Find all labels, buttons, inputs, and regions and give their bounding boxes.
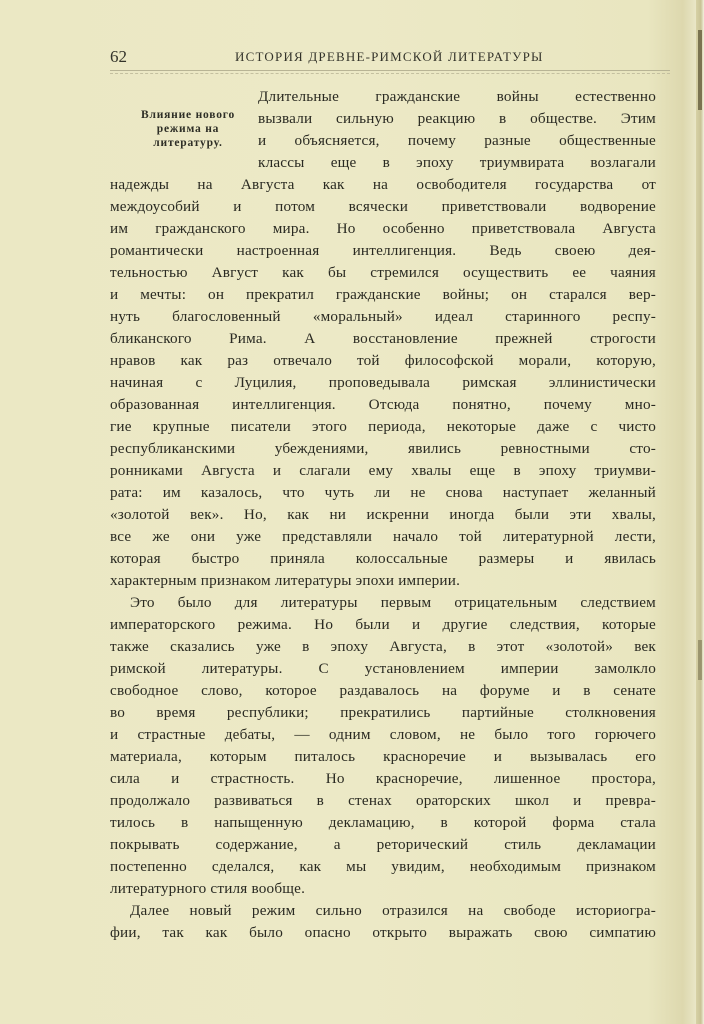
text-line: ронниками Августа и слагали ему хвалы еще в эпоху триумви- [110, 462, 656, 479]
text-line: классы еще в эпоху триумвирата возлагали [258, 154, 656, 171]
text-line: образованная интеллигенция. Отсюда понятно, почему мно- [110, 396, 656, 413]
text-line: бликанского Рима. А восстановление прежней строгости [110, 330, 656, 347]
text-line: Это было для литературы первым отрицательным следствием [130, 594, 656, 611]
text-line: Далее новый режим сильно отразился на свободе историогра- [130, 902, 656, 919]
text-line: междоусобий и потом всячески приветствовали водворение [110, 198, 656, 215]
text-line: во время республики; прекратились партийные столкновения [110, 704, 656, 721]
text-line: характерным признаком литературы эпохи империи. [110, 572, 461, 589]
text-line: и мечты: он прекратил гражданские войны; он старался вер- [110, 286, 656, 303]
text-line: Длительные гражданские войны естественно [258, 88, 656, 105]
margin-note-line: литературу. [153, 137, 223, 149]
header-rule [110, 73, 670, 74]
text-line: рата: им казалось, что чуть ли не снова наступает желанный [110, 484, 656, 501]
text-line: надежды на Августа как на освободителя государства от [110, 176, 656, 193]
text-line: сила и страстность. Но красноречие, лишенное простора, [110, 770, 656, 787]
text-line: императорского режима. Но были и другие следствия, которые [110, 616, 656, 633]
text-line: фии, так как было опасно открыто выражать свою симпатию [110, 924, 656, 941]
header-rule [110, 70, 670, 71]
text-line: романтически настроенная интеллигенция. Ведь своею дея- [110, 242, 656, 259]
text-line: постепенно сделался, как мы увидим, необходимым признаком [110, 858, 656, 875]
text-line: тельностью Август как бы стремился осуществить ее чаяния [110, 264, 656, 281]
text-line: начиная с Луцилия, проповедывала римская эллинистически [110, 374, 656, 391]
edge-shadow [698, 30, 702, 110]
page-edge [696, 0, 704, 1024]
text-line: римской литературы. С установлением империи замолкло [110, 660, 656, 677]
text-line: которая быстро приняла колоссальные размеры и явилась [110, 550, 656, 567]
text-line: «золотой век». Но, как ни искренни иногда были эти хвалы, [110, 506, 656, 523]
text-line: свободное слово, которое раздавалось на форуме и в сенате [110, 682, 656, 699]
edge-shadow [698, 640, 702, 680]
margin-note-line: Влияние нового [140, 109, 236, 121]
text-line: республиканскими убеждениями, явились ревностными сто- [110, 440, 656, 457]
text-line: тилось в напыщенную декламацию, в которой форма стала [110, 814, 656, 831]
text-line: вызвали сильную реакцию в обществе. Этим [258, 110, 656, 127]
text-line: гие крупные писатели этого периода, некоторые даже с чисто [110, 418, 656, 435]
text-line: и страстные дебаты, — одним словом, не было того горючего [110, 726, 656, 743]
page-number: 62 [110, 47, 127, 66]
text-line: продолжало развиваться в стенах ораторских школ и превра- [110, 792, 656, 809]
text-line: и объясняется, почему разные общественные [258, 132, 656, 149]
margin-note-line: режима на [156, 123, 220, 135]
text-line: также сказались уже в эпоху Августа, в этот «золотой» век [110, 638, 656, 655]
text-line: нуть благословенный «моральный» идеал старинного респу- [110, 308, 656, 325]
text-line: покрывать содержание, а реторический стиль декламации [110, 836, 656, 853]
margin-note [108, 108, 268, 150]
text-line: материала, которым питалось красноречие и вызывалась его [110, 748, 656, 765]
text-line: нравов как раз отвечало той философской морали, которую, [110, 352, 656, 369]
running-header [110, 47, 655, 67]
running-title: ИСТОРИЯ ДРЕВНЕ-РИМСКОЙ ЛИТЕРАТУРЫ [235, 49, 544, 64]
text-line: им гражданского мира. Но особенно приветствовала Августа [110, 220, 656, 237]
text-line: все же они уже представляли начало той литературной лести, [110, 528, 656, 545]
text-line: литературного стиля вообще. [110, 880, 306, 897]
